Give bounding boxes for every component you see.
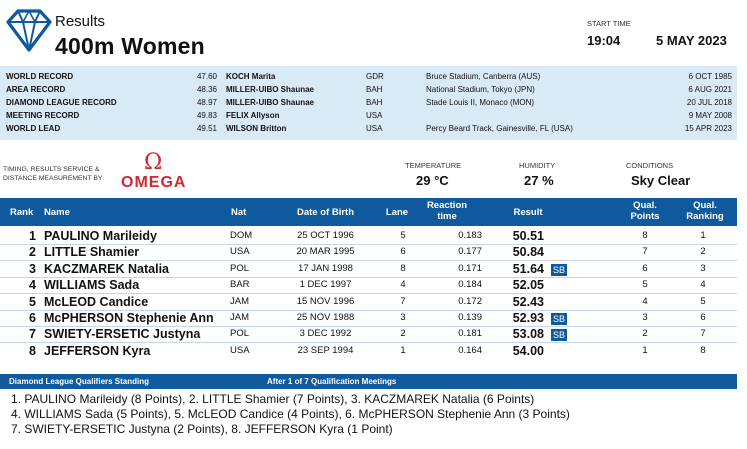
- qual-ranking: 3: [700, 262, 706, 274]
- table-row: [0, 326, 737, 342]
- result-mark: 54.00: [512, 343, 544, 358]
- timing-credit-line-1: TIMING, RESULTS SERVICE &: [3, 166, 100, 173]
- result-rank: 6: [29, 311, 36, 325]
- record-label: MEETING RECORD: [6, 111, 80, 120]
- table-row: [0, 228, 737, 244]
- reaction-time: 0.183: [458, 230, 482, 241]
- result-mark: 50.51: [512, 229, 544, 243]
- qual-ranking: 4: [700, 279, 706, 291]
- record-row: [0, 96, 737, 109]
- result-mark: 52.05: [512, 278, 544, 293]
- record-row: [0, 70, 737, 83]
- athlete-name: McPHERSON Stephenie Ann: [44, 311, 214, 325]
- header-points-line-2: Points: [630, 211, 660, 222]
- result-mark: 52.43: [512, 294, 544, 309]
- standings-line-3: 7. SWIETY-ERSETIC Justyna (2 Points), 8. JEFFERSON Kyra (1 Point): [11, 422, 393, 436]
- header-qual-points: [622, 200, 668, 222]
- athlete-nat: USA: [230, 246, 250, 258]
- record-nat: GDR: [366, 72, 384, 81]
- header-ranking-line-2: Ranking: [686, 211, 724, 222]
- standings-bar: [0, 374, 737, 389]
- header-points-line-1: Qual.: [633, 200, 657, 211]
- record-nat: BAH: [366, 98, 383, 107]
- result-mark: 51.64: [512, 261, 544, 276]
- records-panel: [0, 66, 737, 140]
- record-nat: USA: [366, 111, 383, 120]
- table-row: [0, 310, 737, 326]
- event-date: 5 MAY 2023: [656, 33, 727, 48]
- header-lane: Lane: [385, 207, 409, 218]
- result-rank: 1: [29, 229, 36, 243]
- results-kicker: Results: [55, 13, 106, 30]
- table-row: [0, 244, 737, 260]
- athlete-nat: BAR: [230, 279, 250, 291]
- record-mark: 47.60: [196, 72, 217, 81]
- season-best-badge: SB: [553, 264, 566, 275]
- qual-points: 3: [642, 312, 648, 323]
- athlete-name: KACZMAREK Natalia: [44, 261, 170, 276]
- athlete-lane: 4: [400, 279, 406, 291]
- athlete-dob: 3 DEC 1992: [299, 328, 352, 340]
- athlete-dob: 1 DEC 1997: [299, 279, 352, 291]
- athlete-nat: USA: [230, 344, 250, 356]
- qual-points: 5: [642, 279, 648, 291]
- record-venue: Stade Louis II, Monaco (MON): [426, 98, 535, 107]
- record-holder: MILLER-UIBO Shaunae: [226, 85, 315, 94]
- table-row: [0, 277, 737, 293]
- result-rank: 4: [29, 278, 36, 293]
- record-nat: BAH: [366, 85, 383, 94]
- athlete-dob: 25 OCT 1996: [297, 230, 354, 241]
- results-table-body: [0, 226, 737, 362]
- reaction-time: 0.184: [458, 279, 482, 291]
- result-rank: 2: [29, 245, 36, 260]
- athlete-dob: 20 MAR 1995: [296, 246, 355, 258]
- temperature-value: 29 °C: [416, 173, 449, 188]
- start-time-label: START TIME: [587, 19, 631, 28]
- record-row: [0, 122, 737, 135]
- header-dob: Date of Birth: [297, 207, 354, 218]
- omega-wordmark: OMEGA: [121, 174, 187, 191]
- conditions-label: CONDITIONS: [626, 161, 674, 170]
- record-date: 6 OCT 1985: [688, 72, 732, 81]
- results-table-header: [0, 198, 737, 226]
- record-date: 20 JUL 2018: [686, 98, 732, 107]
- athlete-lane: 2: [400, 328, 406, 340]
- record-nat: USA: [366, 124, 383, 133]
- reaction-time: 0.139: [458, 312, 482, 323]
- record-label: WORLD RECORD: [6, 72, 74, 81]
- athlete-name: PAULINO Marileidy: [44, 229, 157, 243]
- result-rank: 7: [29, 327, 36, 342]
- athlete-lane: 8: [400, 262, 406, 274]
- athlete-nat: POL: [230, 328, 250, 340]
- reaction-time: 0.177: [458, 246, 482, 258]
- athlete-lane: 6: [400, 246, 406, 258]
- header-reaction-line-1: Reaction: [426, 200, 468, 211]
- qual-ranking: 8: [700, 344, 706, 356]
- athlete-nat: JAM: [230, 295, 249, 307]
- athlete-lane: 7: [400, 295, 406, 307]
- diamond-league-logo-icon: [6, 8, 52, 54]
- athlete-dob: 17 JAN 1998: [298, 262, 353, 274]
- record-mark: 49.51: [196, 124, 217, 133]
- start-time: 19:04: [587, 33, 621, 48]
- header-ranking-line-1: Qual.: [693, 200, 717, 211]
- athlete-lane: 3: [400, 312, 406, 323]
- header-name: Name: [44, 207, 70, 218]
- result-rank: 3: [29, 261, 36, 276]
- athlete-nat: JAM: [230, 312, 249, 323]
- result-mark: 52.93: [512, 311, 544, 325]
- qual-ranking: 2: [700, 246, 706, 258]
- reaction-time: 0.164: [458, 344, 482, 356]
- record-row: [0, 109, 737, 122]
- timing-credit-line-2: DISTANCE MEASUREMENT BY: [3, 175, 103, 182]
- record-venue: National Stadium, Tokyo (JPN): [426, 85, 535, 94]
- result-rank: 8: [29, 343, 36, 358]
- result-mark: 50.84: [512, 245, 544, 260]
- record-date: 15 APR 2023: [684, 124, 732, 133]
- header-reaction: [418, 200, 476, 222]
- conditions-value: Sky Clear: [631, 173, 691, 188]
- table-row: [0, 294, 737, 310]
- athlete-name: JEFFERSON Kyra: [44, 343, 151, 358]
- season-best-badge: SB: [553, 330, 566, 341]
- reaction-time: 0.181: [458, 328, 482, 340]
- omega-logo-icon: Ω: [144, 150, 163, 175]
- record-mark: 48.97: [196, 98, 217, 107]
- qual-points: 6: [642, 262, 648, 274]
- table-row: [0, 343, 737, 359]
- timing-credit: [3, 165, 102, 183]
- record-mark: 48.36: [196, 85, 217, 94]
- record-holder: FELIX Allyson: [226, 111, 280, 120]
- record-date: 9 MAY 2008: [688, 111, 732, 120]
- athlete-lane: 1: [400, 344, 406, 356]
- header-result: Result: [513, 207, 543, 218]
- record-label: DIAMOND LEAGUE RECORD: [6, 98, 117, 107]
- header-qual-ranking: [680, 200, 730, 222]
- qual-points: 7: [642, 246, 648, 258]
- record-label: AREA RECORD: [6, 85, 66, 94]
- record-row: [0, 83, 737, 96]
- event-title: 400m Women: [55, 33, 205, 59]
- qual-points: 2: [642, 328, 648, 340]
- header-reaction-line-2: time: [437, 211, 457, 222]
- humidity-value: 27 %: [524, 173, 554, 188]
- record-holder: WILSON Britton: [226, 124, 287, 133]
- qual-ranking: 1: [700, 230, 706, 241]
- athlete-lane: 5: [400, 230, 406, 241]
- athlete-name: SWIETY-ERSETIC Justyna: [44, 327, 201, 342]
- athlete-dob: 25 NOV 1988: [296, 312, 355, 323]
- record-holder: MILLER-UIBO Shaunae: [226, 98, 315, 107]
- temperature-label: TEMPERATURE: [405, 161, 462, 170]
- athlete-dob: 23 SEP 1994: [297, 344, 354, 356]
- record-venue: Bruce Stadium, Canberra (AUS): [426, 72, 541, 81]
- qual-ranking: 5: [700, 295, 706, 307]
- qual-ranking: 7: [700, 328, 706, 340]
- result-rank: 5: [29, 294, 36, 309]
- athlete-name: McLEOD Candice: [44, 294, 149, 309]
- reaction-time: 0.171: [458, 262, 482, 274]
- standings-line-2: 4. WILLIAMS Sada (5 Points), 5. McLEOD Candice (4 Points), 6. McPHERSON Stephenie Ann (3 Points): [11, 407, 570, 421]
- standings-line-1: 1. PAULINO Marileidy (8 Points), 2. LITTLE Shamier (7 Points), 3. KACZMAREK Natalia (6 Points): [11, 392, 535, 406]
- qual-points: 4: [642, 295, 648, 307]
- qual-points: 1: [642, 344, 648, 356]
- record-mark: 49.83: [196, 111, 217, 120]
- athlete-dob: 15 NOV 1996: [296, 295, 355, 307]
- athlete-name: LITTLE Shamier: [44, 245, 140, 260]
- athlete-nat: DOM: [230, 230, 253, 241]
- header-nat: Nat: [231, 207, 247, 218]
- humidity-label: HUMIDITY: [519, 161, 556, 170]
- record-venue: Percy Beard Track, Gainesville, FL (USA): [426, 124, 573, 133]
- table-row: [0, 261, 737, 277]
- qual-points: 8: [642, 230, 648, 241]
- record-date: 6 AUG 2021: [688, 85, 732, 94]
- athlete-name: WILLIAMS Sada: [44, 278, 140, 293]
- record-label: WORLD LEAD: [6, 124, 61, 133]
- athlete-nat: POL: [230, 262, 250, 274]
- record-holder: KOCH Marita: [226, 72, 276, 81]
- reaction-time: 0.172: [458, 295, 482, 307]
- result-mark: 53.08: [512, 327, 544, 342]
- header-rank: Rank: [10, 207, 34, 218]
- standings-subtitle: After 1 of 7 Qualification Meetings: [267, 377, 397, 386]
- standings-title: Diamond League Qualifiers Standing: [9, 377, 150, 386]
- season-best-badge: SB: [553, 314, 566, 324]
- qual-ranking: 6: [700, 312, 706, 323]
